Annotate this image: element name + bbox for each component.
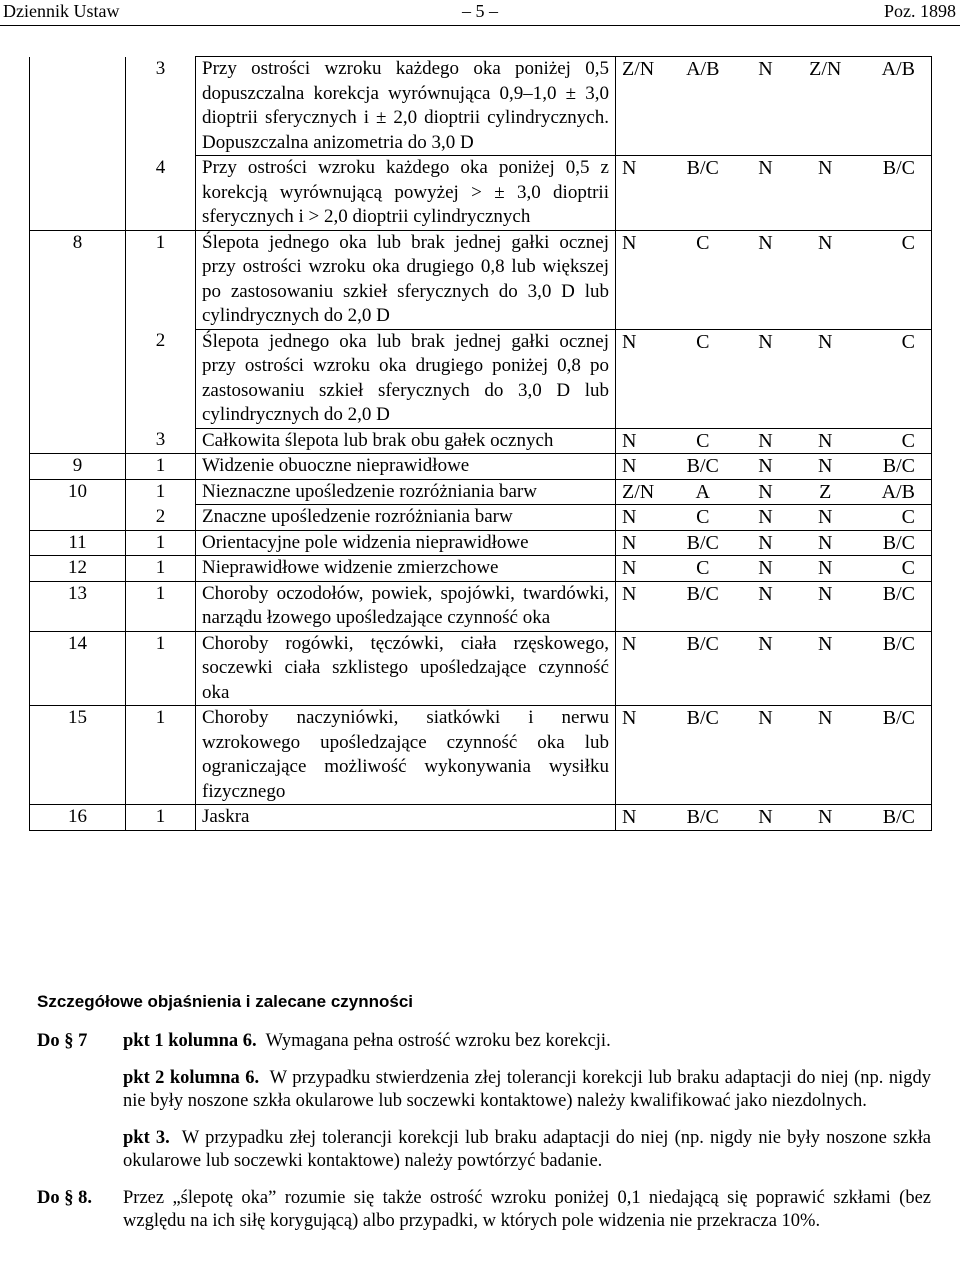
flag-value: C [901, 231, 915, 254]
flag-value: N [622, 557, 637, 579]
subgroup-number: 4 [126, 156, 196, 231]
description-cell: Nieznaczne upośledzenie rozróżniania barw [196, 479, 616, 505]
flag-value: N [622, 455, 637, 477]
flag-value: A [695, 480, 710, 503]
description-cell: Całkowita ślepota lub brak obu gałek ocznych [196, 428, 616, 454]
note-ref: Do § 7 [37, 1031, 88, 1051]
flag-value: N [758, 582, 773, 605]
table-row [30, 805, 932, 831]
group-number: 16 [30, 805, 126, 831]
flag-value: N [758, 557, 773, 579]
subgroup-number: 1 [126, 706, 196, 805]
table-row [30, 505, 932, 531]
table-row [30, 581, 932, 631]
flag-value: Z [819, 480, 832, 503]
subgroup-number: 1 [126, 479, 196, 505]
flag-value: N [818, 429, 833, 452]
subgroup-number: 1 [126, 530, 196, 556]
flag-value: N [622, 330, 637, 353]
flag-value: N [818, 506, 833, 528]
flag-value: N [818, 157, 833, 179]
flag-value: N [818, 707, 833, 729]
qualification-flags [616, 329, 932, 428]
flag-value: Z/N [622, 480, 655, 503]
explanations-title: Szczegółowe objaśnienia i zalecane czynności [37, 992, 414, 1011]
subgroup-number: 3 [126, 428, 196, 454]
flag-value: C [901, 330, 915, 353]
description-cell: Choroby naczyniówki, siatkówki i nerwu wzrokowego upośledzające czynność oka lub ograniczające możliwość wykonywania wysiłku fizycznego [196, 706, 616, 805]
note-body [123, 1030, 931, 1053]
qualification-flags [616, 57, 932, 156]
flag-value: N [818, 231, 833, 254]
flag-value: N [818, 330, 833, 353]
group-number: 8 [30, 230, 126, 329]
group-number [30, 57, 126, 156]
table-row [30, 156, 932, 231]
flag-value: B/C [882, 582, 915, 605]
flag-value: N [758, 330, 773, 353]
flag-value: B/C [686, 157, 719, 179]
subgroup-number: 1 [126, 631, 196, 706]
note-label: pkt 3. [123, 1128, 170, 1148]
flag-value: N [818, 557, 833, 579]
qualification-flags [616, 530, 932, 556]
journal-name: Dziennik Ustaw [3, 1, 120, 21]
table-row [30, 57, 932, 156]
description-cell: Ślepota jednego oka lub brak jednej gałki ocznej przy ostrości wzroku oka drugiego 0,8 lub większej po zastosowaniu szkieł sferycznych do 3,0 D lub cylindrycznych do 2,0 D [196, 230, 616, 329]
flag-value: B/C [686, 707, 719, 729]
flag-value: B/C [882, 455, 915, 477]
flag-value: N [622, 632, 637, 655]
group-number [30, 156, 126, 231]
subgroup-number: 1 [126, 230, 196, 329]
qualification-flags [616, 631, 932, 706]
flag-value: C [901, 429, 915, 452]
qualification-flags [616, 428, 932, 454]
note-par-8 [37, 1187, 931, 1233]
flag-value: N [758, 157, 773, 179]
flag-value: N [622, 231, 637, 254]
table-row [30, 454, 932, 480]
flag-value: N [818, 531, 833, 554]
flag-value: C [696, 557, 710, 579]
table-row [30, 556, 932, 582]
note-body [123, 1127, 931, 1173]
flag-value: A/B [881, 480, 915, 503]
description-cell: Widzenie obuoczne nieprawidłowe [196, 454, 616, 480]
flag-value: B/C [686, 632, 719, 655]
description-cell: Znaczne upośledzenie rozróżniania barw [196, 505, 616, 531]
flag-value: N [622, 582, 637, 605]
flag-value: N [622, 506, 637, 528]
description-cell: Przy ostrości wzroku każdego oka poniżej 0,5 z korekcją wyrównującą powyżej > ± 3,0 dioptrii sferycznych i > 2,0 dioptrii cylindrycznych [196, 156, 616, 231]
qualification-flags [616, 805, 932, 831]
flag-value: Z/N [622, 58, 655, 80]
group-number [30, 329, 126, 428]
subgroup-number: 1 [126, 805, 196, 831]
flag-value: C [696, 429, 710, 452]
note-ref: Do § 8. [37, 1188, 92, 1208]
subgroup-number: 2 [126, 329, 196, 428]
description-cell: Nieprawidłowe widzenie zmierzchowe [196, 556, 616, 582]
flag-value: C [696, 231, 710, 254]
page-header [0, 0, 960, 24]
note-label: pkt 1 kolumna 6. [123, 1031, 257, 1051]
description-cell: Choroby oczodołów, powiek, spojówki, twardówki, narządu łzowego upośledzające czynność oka [196, 581, 616, 631]
qualification-flags [616, 581, 932, 631]
table-row [30, 631, 932, 706]
table-row [30, 329, 932, 428]
flag-value: N [818, 455, 833, 477]
subgroup-number: 3 [126, 57, 196, 156]
flag-value: N [758, 806, 773, 828]
table-row [30, 706, 932, 805]
description-cell: Przy ostrości wzroku każdego oka poniżej 0,5 dopuszczalna korekcja wyrównująca 0,9–1,0 ± 3,0 dioptrii sferycznych i ± 2,0 dioptrii cylindrycznych. Dopuszczalna anizometria do 3,0 D [196, 57, 616, 156]
qualification-flags [616, 505, 932, 531]
flag-value: N [758, 429, 773, 452]
group-number: 12 [30, 556, 126, 582]
subgroup-number: 1 [126, 556, 196, 582]
flag-value: N [758, 455, 773, 477]
note-body: Przez „ślepotę oka” rozumie się także ostrość wzroku poniżej 0,1 niedającą się poprawić szkłami (bez względu na ich siłę korygującą) albo przypadki, w których pole widzenia nie przekracza 10%. [123, 1188, 931, 1231]
note-text: Wymagana pełna ostrość wzroku bez korekcji. [265, 1031, 611, 1051]
flag-value: N [758, 632, 773, 655]
explanations-section [37, 990, 931, 1247]
flag-value: N [758, 531, 773, 554]
flag-value: C [696, 506, 710, 528]
position-number: Poz. 1898 [884, 1, 956, 21]
qualification-flags [616, 156, 932, 231]
subgroup-number: 1 [126, 581, 196, 631]
flag-value: C [901, 557, 915, 579]
group-number: 9 [30, 454, 126, 480]
flag-value: B/C [882, 707, 915, 729]
flag-value: Z/N [809, 58, 842, 80]
flag-value: B/C [882, 632, 915, 655]
flag-value: N [622, 806, 637, 828]
group-number: 13 [30, 581, 126, 631]
flag-value: N [758, 58, 773, 80]
qualification-flags [616, 479, 932, 505]
description-cell: Ślepota jednego oka lub brak jednej gałki ocznej przy ostrości wzroku oka drugiego poniżej 0,8 po zastosowaniu szkieł sferycznych do 3,0 D lub cylindrycznych do 2,0 D [196, 329, 616, 428]
description-cell: Orientacyjne pole widzenia nieprawidłowe [196, 530, 616, 556]
flag-value: B/C [882, 806, 915, 828]
qualification-flags [616, 556, 932, 582]
table-row [30, 479, 932, 505]
qualification-flags [616, 706, 932, 805]
flag-value: N [818, 806, 833, 828]
group-number [30, 428, 126, 454]
qualification-flags [616, 230, 932, 329]
table-row [30, 428, 932, 454]
flag-value: B/C [882, 157, 915, 179]
note-par-7-pkt3 [37, 1127, 931, 1173]
flag-value: A/B [686, 58, 720, 80]
subgroup-number: 1 [126, 454, 196, 480]
subgroup-number: 2 [126, 505, 196, 531]
flag-value: B/C [882, 531, 915, 554]
note-par-7 [37, 1030, 931, 1053]
flag-value: N [818, 582, 833, 605]
flag-value: B/C [686, 582, 719, 605]
flag-value: N [758, 506, 773, 528]
flag-value: N [818, 632, 833, 655]
flag-value: N [622, 157, 637, 179]
flag-value: A/B [881, 58, 915, 80]
flag-value: C [696, 330, 710, 353]
flag-value: B/C [686, 531, 719, 554]
header-divider [0, 25, 960, 26]
flag-value: N [622, 429, 637, 452]
flag-value: N [758, 480, 773, 503]
flag-value: N [622, 707, 637, 729]
note-text: W przypadku stwierdzenia złej tolerancji korekcji lub braku adaptacji do niej (np. nigdy nie były noszone szkła okularowe lub soczewki kontaktowe) należy kwalifikować jako niezdolnych. [123, 1068, 931, 1111]
group-number: 15 [30, 706, 126, 805]
flag-value: N [622, 531, 637, 554]
table-row [30, 530, 932, 556]
group-number: 10 [30, 479, 126, 505]
note-label: pkt 2 kolumna 6. [123, 1068, 260, 1088]
description-cell: Jaskra [196, 805, 616, 831]
flag-value: C [901, 506, 915, 528]
note-text: W przypadku złej tolerancji korekcji lub braku adaptacji do niej (np. nigdy nie były noszone szkła okularowe lub soczewki kontaktowe) należy powtórzyć badanie. [123, 1128, 931, 1171]
flag-value: N [758, 707, 773, 729]
note-body [123, 1067, 931, 1113]
group-number: 14 [30, 631, 126, 706]
qualification-flags [616, 454, 932, 480]
qualification-table [29, 56, 932, 831]
flag-value: B/C [686, 455, 719, 477]
group-number [30, 505, 126, 531]
table-row [30, 230, 932, 329]
description-cell: Choroby rogówki, tęczówki, ciała rzęskowego, soczewki ciała szklistego upośledzające czynność oka [196, 631, 616, 706]
page-number: – 5 – [462, 1, 498, 21]
flag-value: N [758, 231, 773, 254]
flag-value: B/C [686, 806, 719, 828]
note-par-7-pkt2 [37, 1067, 931, 1113]
group-number: 11 [30, 530, 126, 556]
